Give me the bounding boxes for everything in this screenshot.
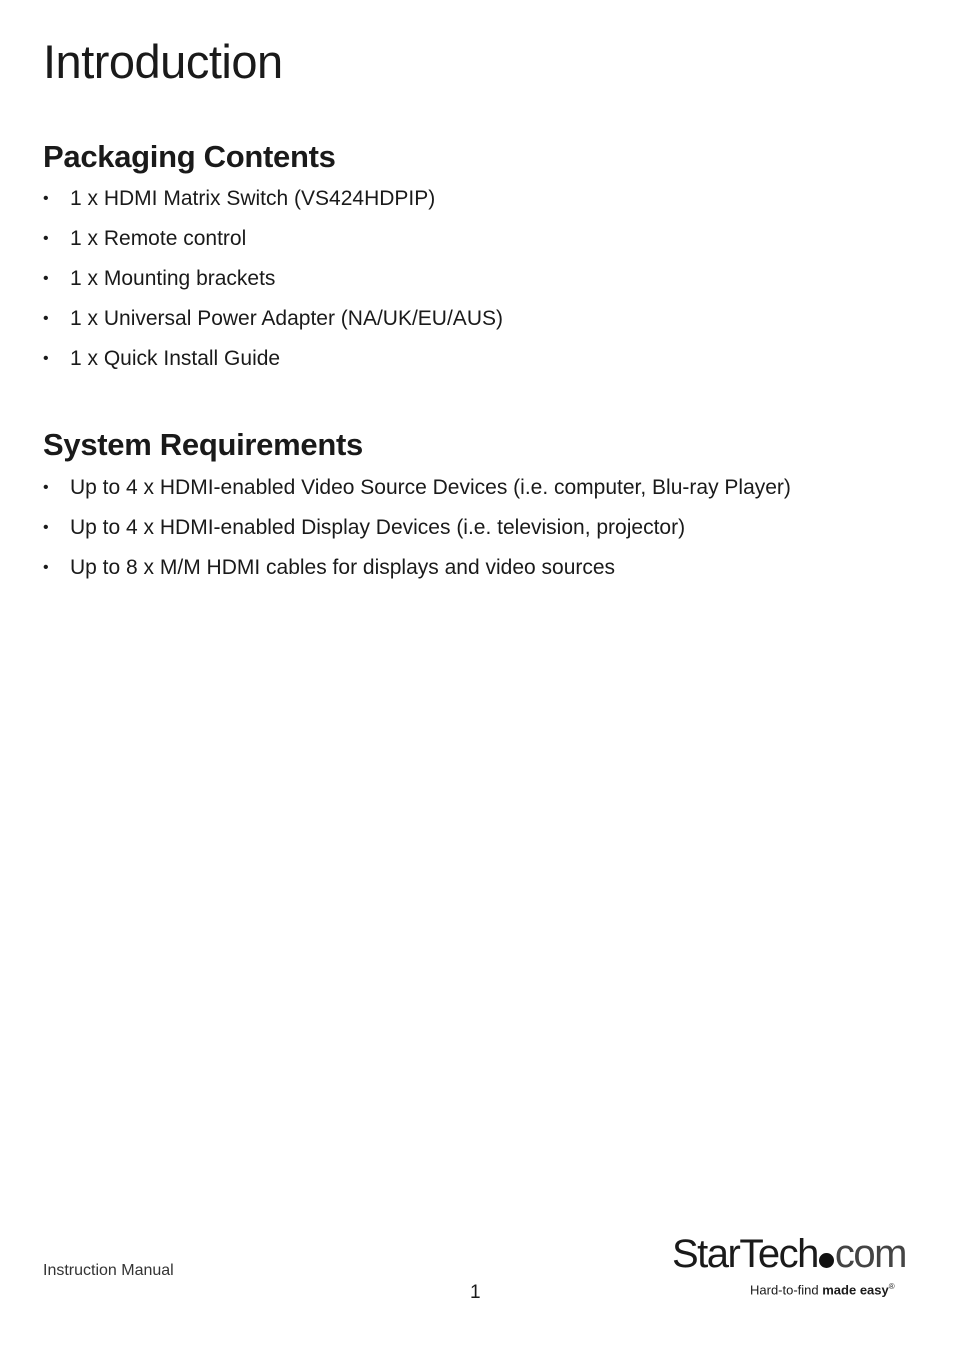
logo-tagline-bold: made easy xyxy=(822,1282,889,1298)
bullet-icon: • xyxy=(43,519,49,536)
list-item xyxy=(43,305,503,345)
list-item-text: Up to 8 x M/M HDMI cables for displays and video sources xyxy=(70,556,616,579)
list-item xyxy=(43,514,791,554)
logo-tagline-regular: Hard-to-find xyxy=(750,1282,823,1298)
page-title: Introduction xyxy=(43,35,283,88)
bullet-icon: • xyxy=(43,230,49,247)
list-item-text: 1 x Universal Power Adapter (NA/UK/EU/AUS) xyxy=(70,307,503,330)
startech-logo xyxy=(672,1232,912,1302)
bullet-icon: • xyxy=(43,310,49,327)
list-item-text: 1 x Mounting brackets xyxy=(70,267,276,290)
list-item-text: 1 x HDMI Matrix Switch (VS424HDPIP) xyxy=(70,187,436,210)
list-item xyxy=(43,474,791,514)
bullet-icon: • xyxy=(43,559,49,576)
page-number: 1 xyxy=(470,1282,481,1303)
logo-wordmark xyxy=(672,1232,906,1276)
packaging-contents-heading: Packaging Contents xyxy=(43,139,336,174)
registered-mark: ® xyxy=(888,1282,895,1291)
logo-tagline xyxy=(750,1282,895,1297)
bullet-icon: • xyxy=(43,270,49,287)
bullet-icon: • xyxy=(43,190,49,207)
packaging-contents-list xyxy=(43,185,503,385)
footer-label: Instruction Manual xyxy=(43,1262,174,1279)
list-item-text: 1 x Remote control xyxy=(70,227,247,250)
logo-suffix: com xyxy=(834,1232,906,1276)
bullet-icon: • xyxy=(43,479,49,496)
bullet-icon: • xyxy=(43,350,49,367)
list-item-text: Up to 4 x HDMI-enabled Video Source Devices (i.e. computer, Blu-ray Player) xyxy=(70,476,791,499)
logo-brand: StarTech xyxy=(672,1232,818,1276)
list-item xyxy=(43,345,503,385)
list-item xyxy=(43,225,503,265)
list-item xyxy=(43,554,791,594)
logo-dot-icon xyxy=(819,1253,834,1268)
list-item-text: 1 x Quick Install Guide xyxy=(70,347,281,370)
system-requirements-heading: System Requirements xyxy=(43,427,363,462)
list-item xyxy=(43,185,503,225)
list-item-text: Up to 4 x HDMI-enabled Display Devices (i.e. television, projector) xyxy=(70,516,686,539)
list-item xyxy=(43,265,503,305)
system-requirements-list xyxy=(43,474,791,594)
